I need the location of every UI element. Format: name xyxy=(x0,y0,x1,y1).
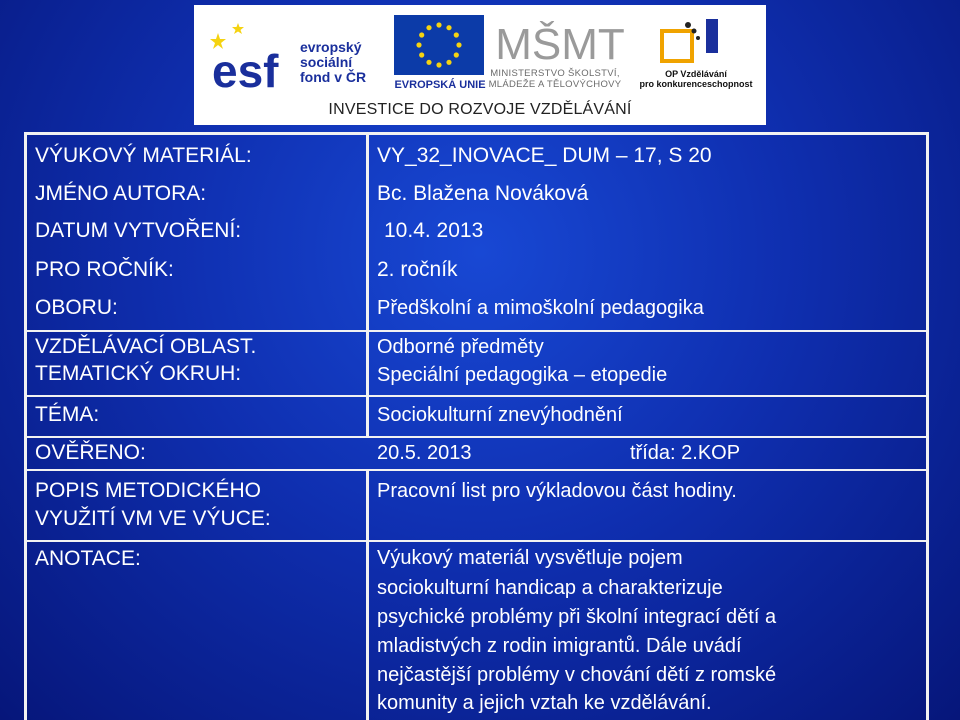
value-jmeno-autora: Bc. Blažena Nováková xyxy=(377,182,589,205)
esf-caption: evropský sociální fond v ČR xyxy=(300,39,367,85)
eu-star-icon xyxy=(454,32,459,37)
table-row-divider xyxy=(24,436,929,438)
label-jmeno-autora: JMÉNO AUTORA: xyxy=(35,182,207,205)
table-row-divider xyxy=(24,469,929,471)
label-vzdelavaci-oblast: VZDĚLÁVACÍ OBLAST. xyxy=(35,335,257,358)
label-overeno: OVĚŘENO: xyxy=(35,441,146,464)
eu-star-icon xyxy=(419,32,424,37)
eu-star-icon xyxy=(446,25,451,30)
eu-star-icon xyxy=(436,62,441,67)
label-tema: TÉMA: xyxy=(35,403,100,426)
eu-caption: EVROPSKÁ UNIE xyxy=(394,79,486,91)
esf-logo xyxy=(208,15,293,95)
label-anotace: ANOTACE: xyxy=(35,547,141,570)
label-popis-metodickeho: POPIS METODICKÉHO xyxy=(35,479,261,502)
eu-star-icon xyxy=(426,60,431,65)
value-anotace-line: Výukový materiál vysvětluje pojem xyxy=(377,547,683,569)
eu-star-icon xyxy=(454,52,459,57)
label-vyukovy-material: VÝUKOVÝ MATERIÁL: xyxy=(35,144,252,167)
value-vyukovy-material: VY_32_INOVACE_ DUM – 17, S 20 xyxy=(377,144,712,167)
table-row-divider xyxy=(24,330,929,332)
msmt-caption: MINISTERSTVO ŠKOLSTVÍ, MLÁDEŽE A TĚLOVÝCHOVY xyxy=(488,68,622,90)
value-overeno: 20.5. 2013 xyxy=(377,442,472,464)
investice-tagline: INVESTICE DO ROZVOJE VZDĚLÁVÁNÍ xyxy=(328,101,632,118)
msmt-logo xyxy=(495,13,625,69)
svg-text:esf: esf xyxy=(212,45,279,97)
table-row-divider xyxy=(24,540,929,542)
table-column-divider xyxy=(366,132,369,438)
op-vzdelavani-logo xyxy=(652,13,728,67)
value-datum-vytvoreni: 10.4. 2013 xyxy=(384,219,484,242)
op-caption: OP Vzdělávání pro konkurenceschopnost xyxy=(639,69,753,89)
value-anotace-line: mladistvých z rodin imigrantů. Dále uvádí xyxy=(377,635,742,657)
value-vzdelavaci-oblast: Odborné předměty xyxy=(377,336,544,358)
label-oboru: OBORU: xyxy=(35,296,118,319)
logo-banner xyxy=(194,5,766,125)
eu-star-icon xyxy=(416,42,421,47)
value-oboru: Předškolní a mimoškolní pedagogika xyxy=(377,297,704,319)
eu-flag-icon xyxy=(394,15,484,75)
eu-star-icon xyxy=(456,42,461,47)
eu-star-icon xyxy=(446,60,451,65)
value-tematicky-okruh: Speciální pedagogika – etopedie xyxy=(377,364,668,386)
value-anotace-line: nejčastější problémy v chování dětí z romské xyxy=(377,664,777,686)
eu-star-icon xyxy=(426,25,431,30)
label-vyuziti-vm: VYUŽITÍ VM VE VÝUCE: xyxy=(35,507,271,530)
table-row-divider xyxy=(24,395,929,397)
svg-text:MŠMT: MŠMT xyxy=(495,20,625,69)
label-datum-vytvoreni: DATUM VYTVOŘENÍ: xyxy=(35,219,242,242)
table-border-left xyxy=(24,132,27,720)
value-tema: Sociokulturní znevýhodnění xyxy=(377,404,623,426)
label-pro-rocnik: PRO ROČNÍK: xyxy=(35,258,174,281)
eu-star-icon xyxy=(419,52,424,57)
value-anotace-line: komunity a jejich vztah ke vzdělávání. xyxy=(377,692,712,714)
table-border-top xyxy=(24,132,929,135)
value-popis-metodickeho: Pracovní list pro výkladovou část hodiny. xyxy=(377,480,737,502)
value-pro-rocnik: 2. ročník xyxy=(377,258,458,281)
table-border-right xyxy=(926,132,929,720)
table-column-divider xyxy=(366,470,369,720)
label-tematicky-okruh: TEMATICKÝ OKRUH: xyxy=(35,362,242,385)
value-trida: třída: 2.KOP xyxy=(630,442,741,464)
value-anotace-line: sociokulturní handicap a charakterizuje xyxy=(377,577,723,599)
eu-star-icon xyxy=(436,22,441,27)
value-anotace-line: psychické problémy při školní integrací dětí a xyxy=(377,606,777,628)
